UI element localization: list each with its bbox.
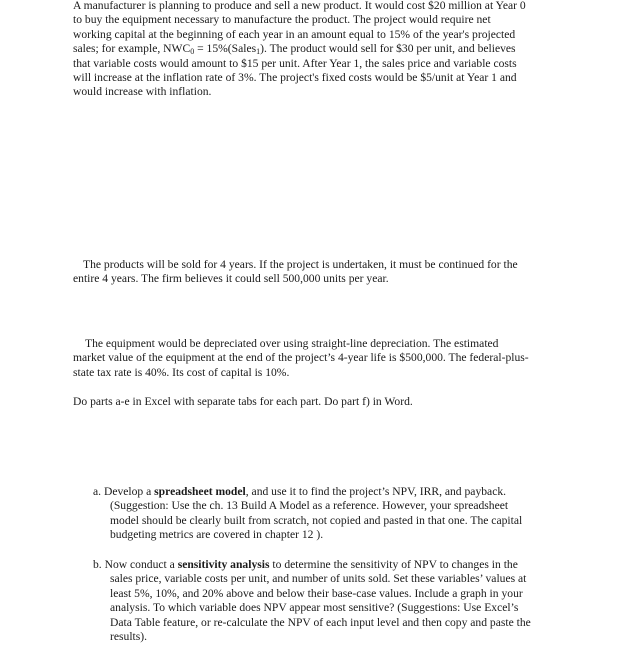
depreciation-line: The equipment would be depreciated over using straight-line depreciation. The estimated [85,337,499,350]
intro-line: that variable costs would amount to $15 per unit. After Year 1, the sales price and variable costs [73,56,517,70]
intro-line: A manufacturer is planning to produce and sell a new product. It would cost $20 million at Year 0 [73,0,526,12]
part-a-line: model should be clearly built from scratch, not copied and pasted in that one. The capital [110,513,523,527]
sales-subscript: 1 [256,47,261,57]
depreciation-line: state tax rate is 40%. Its cost of capital is 10%. [73,365,290,379]
part-b-item [93,558,573,644]
intro-line: will increase at the inflation rate of 3%. The project's fixed costs would be $5/unit at Year 1 and [73,71,517,85]
depreciation-paragraph [73,337,578,380]
depreciation-line: market value of the equipment at the end of the project’s 4-year life is $500,000. The federal-plus- [73,351,529,365]
part-a-body [93,499,573,542]
intro-line: = 15%(Sales [194,42,257,56]
part-a-first-line [93,485,573,499]
part-b-first-line [93,558,573,572]
part-b-line: least 5%, 10%, and 20% above and below their base-case values. Include a graph in your [110,586,523,600]
part-a-bold-term: spreadsheet model [154,485,246,498]
part-a-prefix: a. Develop a [93,485,155,498]
part-b-line: analysis. To which variable does NPV appear most sensitive? (Suggestions: Use Excel’s [110,601,519,615]
part-b-prefix: b. Now conduct a [93,558,178,571]
part-a-line: budgeting metrics are covered in chapter 12 ). [110,528,324,542]
years-line: entire 4 years. The firm believes it could sell 500,000 units per year. [73,272,389,286]
part-b-bold-term: sensitivity analysis [177,558,270,571]
years-line: The products will be sold for 4 years. If the project is undertaken, it must be continued for the [83,258,518,271]
part-b-line: results). [110,630,148,644]
intro-line: would increase with inflation. [73,85,212,99]
intro-line: sales; for example, NWC [73,42,191,56]
intro-line: ). The product would sell for $30 per unit, and believes [260,42,516,56]
part-b-line: Data Table feature, or re-calculate the NPV of each input level and then copy and paste the [110,615,531,629]
part-a-item [93,485,573,543]
years-paragraph [73,258,573,287]
part-b-line: sales price, variable costs per unit, and number of units sold. Set these variables’ values at [110,572,527,586]
part-b-body [93,572,573,644]
nwc-subscript: 0 [190,47,195,57]
part-a-suffix: , and use it to find the project’s NPV, IRR, and payback. [245,485,507,498]
part-b-suffix: to determine the sensitivity of NPV to changes in the [269,558,518,571]
intro-line: to buy the equipment necessary to manufacture the product. The project would require net [73,13,491,27]
instructions-paragraph [73,395,573,409]
intro-paragraph [73,0,573,100]
intro-line: working capital at the beginning of each year in an amount equal to 15% of the year's projected [73,27,516,41]
instructions-text: Do parts a-e in Excel with separate tabs for each part. Do part f) in Word. [73,395,413,408]
part-a-line: (Suggestion: Use the ch. 13 Build A Model as a reference. However, your spreadsheet [110,499,509,513]
